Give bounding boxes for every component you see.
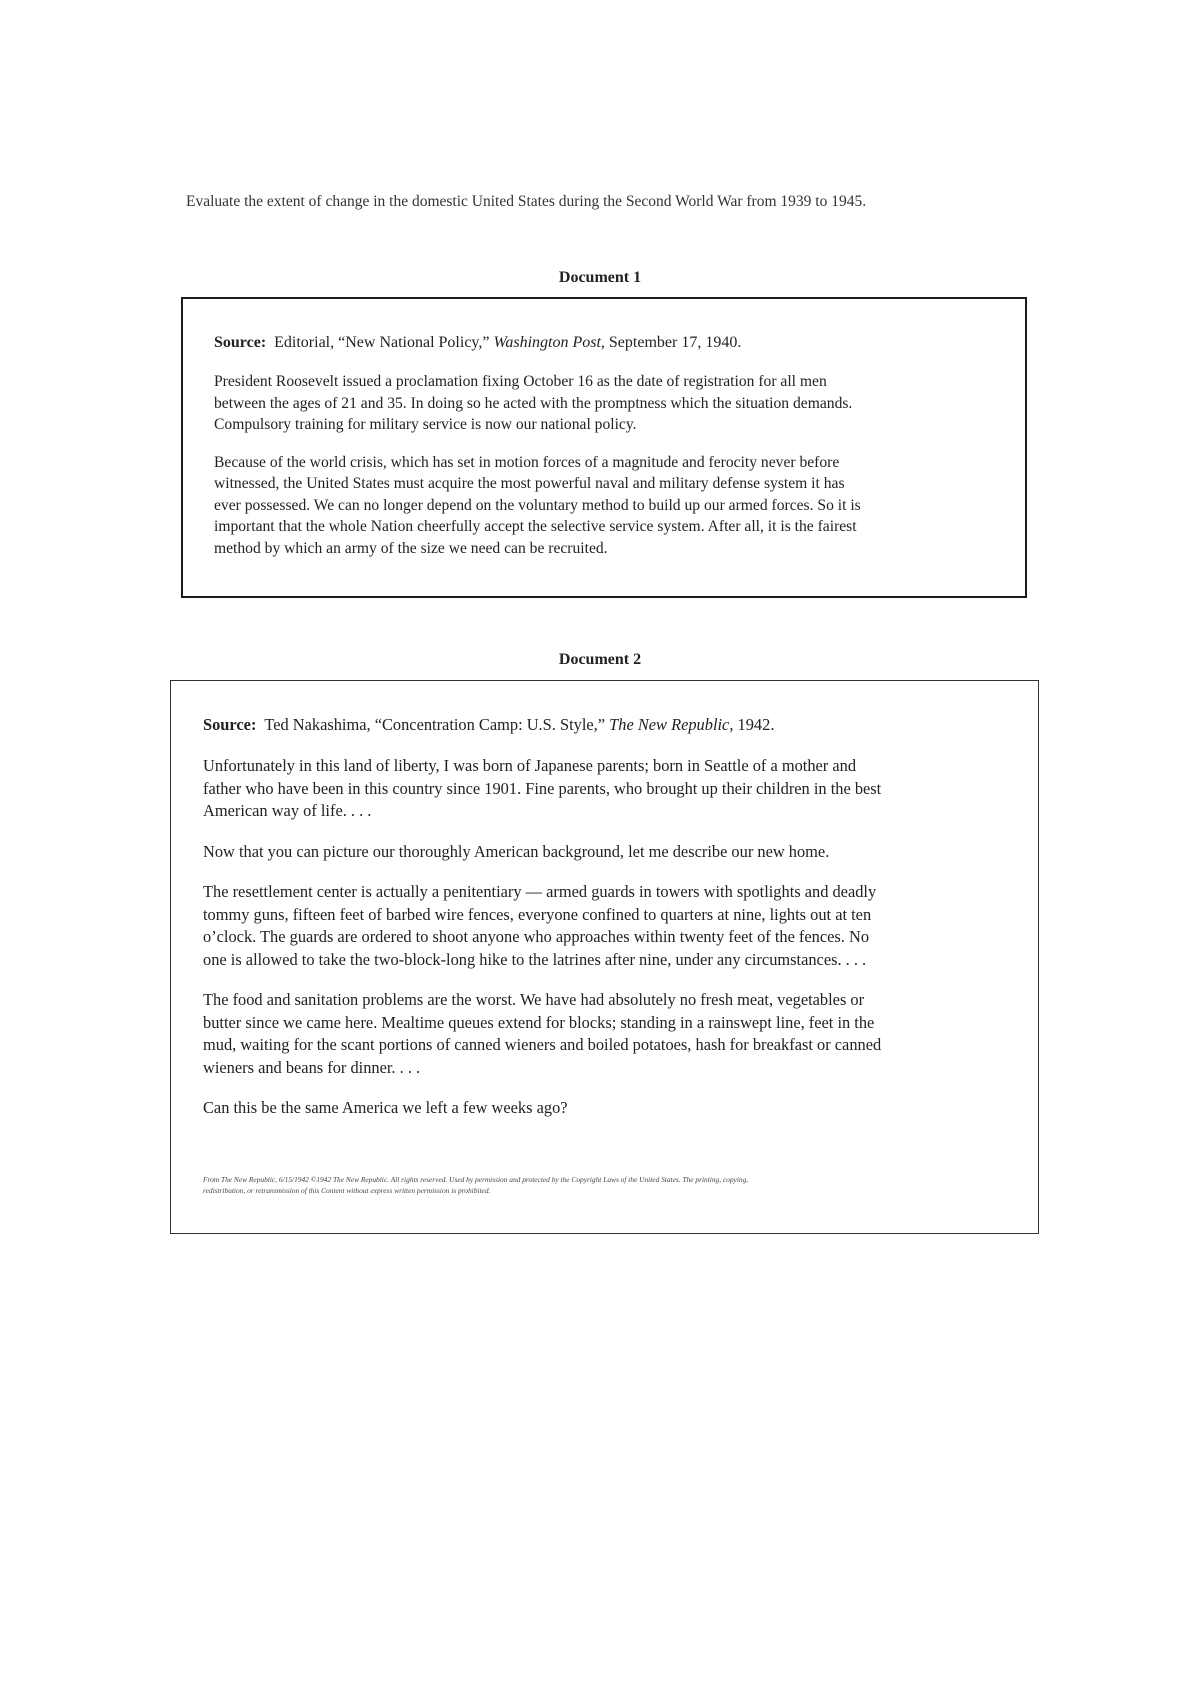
- document-2-title: Document 2: [558, 651, 642, 668]
- document-1-title: Document 1: [558, 269, 642, 286]
- text-line: o’clock. The guards are ordered to shoot anyone who approaches within twenty feet of the fences. No: [203, 927, 870, 946]
- credit-line: From The New Republic, 6/15/1942 ©1942 The New Republic. All rights reserved. Used by permission and protected by the Copyright Laws of the United States. The printing, copying,: [203, 1175, 749, 1184]
- text-line: The food and sanitation problems are the worst. We have had absolutely no fresh meat, vegetables or: [203, 990, 865, 1009]
- text-line: mud, waiting for the scant portions of canned wieners and boiled potatoes, hash for breakfast or canned: [203, 1035, 882, 1054]
- source-label: Source:: [214, 334, 267, 351]
- document-2-paragraph-2: [203, 841, 1008, 864]
- document-1-source: [214, 332, 997, 353]
- question-prompt: Evaluate the extent of change in the domestic United States during the Second World War from 1939 to 1945.: [186, 193, 867, 210]
- text-line: father who have been in this country since 1901. Fine parents, who brought up their children in the best: [203, 778, 882, 798]
- text-line: method by which an army of the size we need can be recruited.: [214, 539, 608, 557]
- text-line: Unfortunately in this land of liberty, I was born of Japanese parents; born in Seattle of a mother and: [203, 756, 857, 775]
- source-publication: Washington Post: [493, 334, 601, 351]
- source-label: Source:: [203, 715, 257, 734]
- text-line: Can this be the same America we left a few weeks ago?: [203, 1098, 568, 1117]
- document-2-paragraph-4: [203, 989, 1008, 1079]
- text-line: witnessed, the United States must acquire the most powerful naval and military defense system it has: [214, 475, 845, 492]
- source-publication: The New Republic: [609, 715, 730, 734]
- copyright-credit: [203, 1174, 1013, 1196]
- source-citation: Editorial, “New National Policy,”: [274, 334, 490, 351]
- document-1-paragraph-2: [214, 452, 997, 560]
- text-line: butter since we came here. Mealtime queues extend for blocks; standing in a rainswept line, feet in the: [203, 1012, 875, 1032]
- text-line: Compulsory training for military service is now our national policy.: [214, 416, 637, 433]
- document-2-box: [170, 680, 1039, 1234]
- document-1-box: [181, 297, 1027, 598]
- text-line: important that the whole Nation cheerfully accept the selective service system. After all, it is the fairest: [214, 518, 857, 535]
- text-line: Because of the world crisis, which has set in motion forces of a magnitude and ferocity never before: [214, 453, 840, 471]
- text-line: Now that you can picture our thoroughly American background, let me describe our new home.: [203, 841, 830, 861]
- source-citation: Ted Nakashima, “Concentration Camp: U.S. Style,”: [264, 715, 606, 734]
- text-line: ever possessed. We can no longer depend on the voluntary method to build up our armed forces. So it is: [214, 496, 861, 514]
- source-date: , September 17, 1940.: [600, 334, 742, 351]
- document-1-paragraph-1: [214, 371, 997, 436]
- document-2-paragraph-1: [203, 755, 1008, 823]
- text-line: tommy guns, fifteen feet of barbed wire fences, everyone confined to quarters at nine, lights out at ten: [203, 904, 872, 924]
- text-line: between the ages of 21 and 35. In doing so he acted with the promptness which the situation demands.: [214, 394, 853, 412]
- source-date: , 1942.: [729, 715, 775, 734]
- text-line: one is allowed to take the two-block-long hike to the latrines after nine, under any circumstances. . . .: [203, 949, 867, 969]
- text-line: wieners and beans for dinner. . . .: [203, 1057, 421, 1077]
- document-2-paragraph-5: [203, 1097, 1008, 1120]
- text-line: American way of life. . . .: [203, 801, 372, 820]
- document-2-paragraph-3: [203, 881, 1008, 971]
- text-line: President Roosevelt issued a proclamation fixing October 16 as the date of registration for all men: [214, 373, 827, 390]
- document-2-source: [203, 714, 1008, 735]
- credit-line: redistribution, or retransmission of this Content without express written permission is prohibited.: [203, 1186, 491, 1195]
- text-line: The resettlement center is actually a penitentiary — armed guards in towers with spotlights and deadly: [203, 882, 877, 901]
